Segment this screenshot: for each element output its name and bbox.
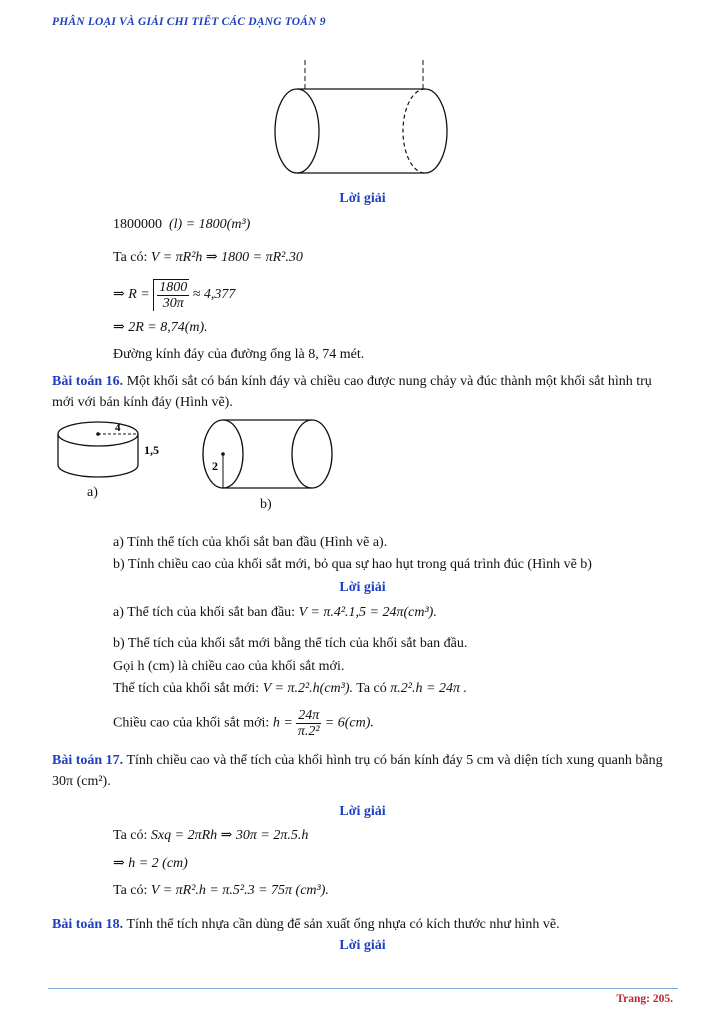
sol15-line3: ⇒ R = $\frac{1800}{30\pi}$ ≈ 4,377 [113, 280, 236, 311]
solution-heading: Lời giải [339, 804, 386, 819]
sol15-line4: ⇒ 2R = 8,74(m). [113, 320, 208, 335]
footer-rule [48, 988, 678, 989]
solution-heading: Lời giải [339, 580, 386, 595]
cylinder-left-face [275, 89, 319, 173]
p16-question-b: b) Tính chiều cao của khối sắt mới, bỏ qua sự hao hụt trong quá trình đúc (Hình vẽ b) [113, 557, 592, 572]
figure-a-disk [50, 415, 180, 505]
figure-b-cylinder [200, 418, 340, 493]
problem-17: Bài toán 17. Tính chiều cao và thể tích của khối hình trụ có bán kính đáy 5 cm và diện tích xung quanh bằng 30π (cm²). [52, 753, 663, 789]
fig-a-caption: a) [87, 485, 98, 500]
p17-sol-2: ⇒ h = 2 (cm) [113, 856, 188, 871]
cylinder-right-hidden [403, 89, 425, 173]
p16-sol-3: Gọi h (cm) là chiều cao của khối sắt mới. [113, 659, 345, 674]
sol15-line5: Đường kính đáy của đường ống là 8, 74 mét. [113, 347, 365, 362]
p16-sol-1: a) Thể tích của khối sắt ban đầu: V = π.4².1,5 = 24π(cm³). [113, 605, 437, 620]
fig-a-radius-label: 4 [115, 422, 121, 434]
fig-a-height-label: 1,5 [144, 443, 159, 457]
solution-heading: Lời giải [339, 191, 386, 206]
page-header: PHÂN LOẠI VÀ GIẢI CHI TIẾT CÁC DẠNG TOÁN 9 [52, 16, 326, 28]
solution-heading: Lời giải [339, 938, 386, 953]
cylinder-figure-top [270, 55, 455, 180]
p16-sol-5: Chiều cao của khối sắt mới: h = $\frac{24\pi}{\text{π.2²}}$ = 6(cm). [113, 708, 374, 739]
page-number: Trang: 205. [616, 993, 673, 1005]
problem-16: Bài toán 16. Một khối sắt có bán kính đáy và chiều cao được nung chảy và đúc thành một khối sắt hình trụ mới với bán kính đáy (Hình vẽ). [52, 374, 652, 410]
p17-sol-3: Ta có: V = πR².h = π.5².3 = 75π (cm³). [113, 883, 329, 898]
sol15-line1: 1800000 (l) = 1800(m³) [113, 217, 251, 232]
fig-b-caption: b) [260, 497, 272, 512]
sol15-line2: Ta có: V = πR²h ⇒ 1800 = πR².30 [113, 250, 303, 265]
problem-18: Bài toán 18. Tính thể tích nhựa cần dùng để sản xuất ống nhựa có kích thước như hình vẽ. [52, 917, 560, 932]
p16-sol-4: Thể tích của khối sắt mới: V = π.2².h(cm³). Ta có π.2².h = 24π . [113, 681, 467, 696]
cylinder-right-front [425, 89, 447, 173]
p16-question-a: a) Tính thể tích của khối sắt ban đầu (Hình vẽ a). [113, 535, 388, 550]
p16-sol-2: b) Thể tích của khối sắt mới bằng thể tích của khối sắt ban đầu. [113, 636, 468, 651]
p17-sol-1: Ta có: Sxq = 2πRh ⇒ 30π = 2π.5.h [113, 828, 309, 843]
fig-b-radius-label: 2 [212, 459, 218, 473]
